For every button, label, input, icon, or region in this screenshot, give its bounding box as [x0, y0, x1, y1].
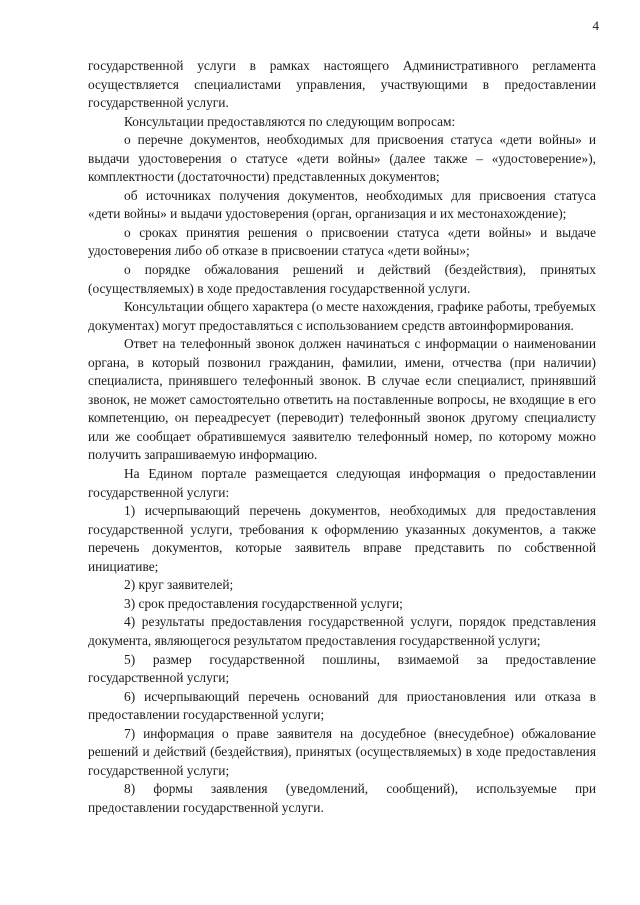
- paragraph-documents-list: о перечне документов, необходимых для присвоения статуса «дети войны» и выдачи удостоверения о статусе «дети войны» (далее также – «удостоверение»), комплектности (достаточности) представленных документов;: [88, 132, 596, 185]
- list-item-7: 7) информация о праве заявителя на досудебное (внесудебное) обжалование решений и действий (бездействия), принятых (осуществляемых) в ходе предоставления государственной услуги;: [88, 725, 596, 778]
- paragraph-unified-portal: На Едином портале размещается следующая информация о предоставлении государственной услуги:: [88, 466, 596, 500]
- list-item-1: 1) исчерпывающий перечень документов, необходимых для предоставления государственной услуги, требования к оформлению указанных документов, а также перечень документов, которые заявитель вправе представить по собственной инициативе;: [88, 503, 596, 574]
- list-item-2: 2) круг заявителей;: [124, 577, 234, 593]
- list-item-3: 3) срок предоставления государственной услуги;: [124, 595, 403, 611]
- paragraph-consultation-topics: Консультации предоставляются по следующим вопросам:: [124, 113, 456, 129]
- list-item-4: 4) результаты предоставления государственной услуги, порядок представления документа, являющегося результатом предоставления государственной услуги;: [88, 614, 596, 648]
- paragraph-general-consultations: Консультации общего характера (о месте нахождения, графике работы, требуемых документах) могут предоставляться с использованием средств автоинформирования.: [88, 299, 596, 333]
- paragraph-document-sources: об источниках получения документов, необходимых для присвоения статуса «дети войны» и выдачи удостоверения (орган, организация и их местонахождение);: [88, 187, 596, 222]
- document-body: [88, 57, 596, 817]
- paragraph-decision-terms: о сроках принятия решения о присвоении статуса «дети войны» и выдаче удостоверения либо об отказе в присвоении статуса «дети войны»;: [88, 224, 596, 259]
- list-item-8: 8) формы заявления (уведомлений, сообщений), используемые при предоставлении государственной услуги.: [88, 781, 596, 815]
- paragraph-continuation: государственной услуги в рамках настоящего Административного регламента осуществляется специалистами управления, участвующими в предоставлении государственной услуги.: [88, 58, 596, 111]
- paragraph-appeal-procedure: о порядке обжалования решений и действий (бездействия), принятых (осуществляемых) в ходе предоставления государственной услуги.: [88, 262, 596, 296]
- paragraph-phone-answer: Ответ на телефонный звонок должен начинаться с информации о наименовании органа, в который позвонил гражданин, фамилии, имени, отчества (при наличии) специалиста, принявшего телефонный звонок. В случае если специалист, принявший звонок, не может самостоятельно ответить на поставленные вопросы, не входящие в его компетенцию, он переадресует (переводит) телефонный звонок другому специалисту или же сообщает обратившемуся заявителю телефонный номер, по которому можно получить запрашиваемую информацию.: [88, 336, 596, 463]
- list-item-6: 6) исчерпывающий перечень оснований для приостановления или отказа в предоставлении государственной услуги;: [88, 688, 596, 723]
- page-number: 4: [592, 18, 599, 33]
- list-item-5: 5) размер государственной пошлины, взимаемой за предоставление государственной услуги;: [88, 651, 596, 686]
